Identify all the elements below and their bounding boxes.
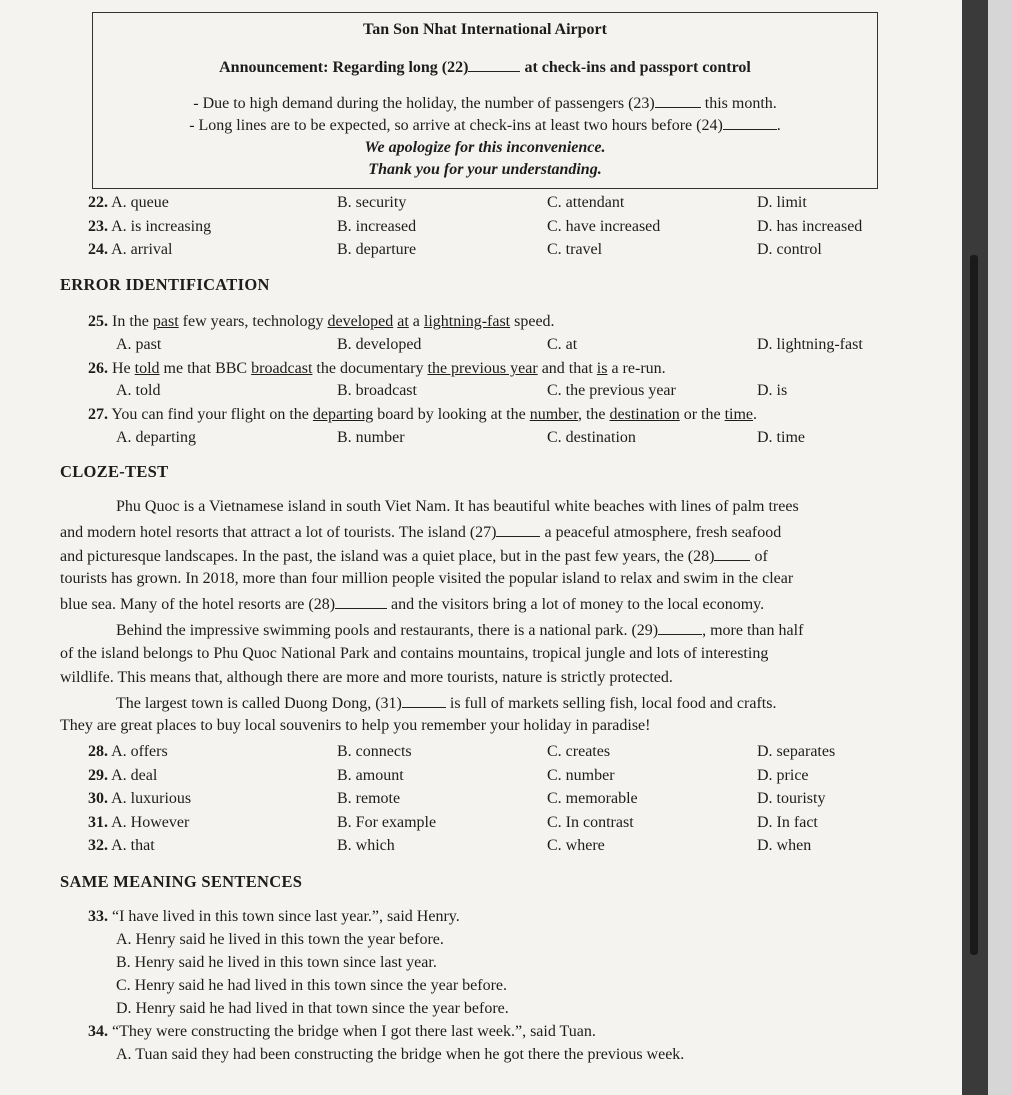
question-23: 23. A. is increasing <box>88 218 212 235</box>
announcement-apology: We apologize for this inconvenience. <box>364 139 606 156</box>
question-26: 26. He told me that BBC broadcast the documentary the previous year and that is a re-run. <box>88 360 666 377</box>
question-22: 22. A. queue <box>88 194 169 211</box>
option-32-b: B. which <box>337 837 395 854</box>
cloze-p3-line-1: The largest town is called Duong Dong, (31) is full of markets selling fish, local food and crafts. <box>116 695 777 712</box>
question-34: 34. “They were constructing the bridge when I got there last week.”, said Tuan. <box>88 1023 596 1040</box>
option-29-d: D. price <box>757 767 809 784</box>
question-31: 31. A. However <box>88 814 190 831</box>
blank-22 <box>468 57 520 72</box>
option-33-b: B. Henry said he lived in this town since last year. <box>116 954 437 971</box>
question-28: 28. A. offers <box>88 743 168 760</box>
blank-29 <box>658 620 702 635</box>
error-identification-heading: ERROR IDENTIFICATION <box>60 275 270 294</box>
option-28-c: C. creates <box>547 743 611 760</box>
option-29-b: B. amount <box>337 767 404 784</box>
blank-30 <box>335 594 387 609</box>
question-30: 30. A. luxurious <box>88 790 192 807</box>
option-25-c: C. at <box>547 336 578 353</box>
question-32: 32. A. that <box>88 837 155 854</box>
option-24-d: D. control <box>757 241 822 258</box>
option-25-b: B. developed <box>337 336 422 353</box>
cloze-p3-line-2: They are great places to buy local souvenirs to help you remember your holiday in paradise! <box>60 717 651 734</box>
cloze-p2-line-2: of the island belongs to Phu Quoc National Park and contains mountains, tropical jungle and lots of interesting <box>60 645 769 662</box>
option-33-a: A. Henry said he lived in this town the year before. <box>116 931 444 948</box>
cloze-p1-line-3: and picturesque landscapes. In the past, the island was a quiet place, but in the past few years, the (28) of <box>60 548 768 565</box>
option-26-a: A. told <box>116 382 161 399</box>
option-27-c: C. destination <box>547 429 636 446</box>
cloze-p2-line-1: Behind the impressive swimming pools and restaurants, there is a national park. (29) , more than half <box>116 622 804 639</box>
cloze-p1-line-1: Phu Quoc is a Vietnamese island in south Viet Nam. It has beautiful white beaches with lines of palm trees <box>116 498 799 515</box>
announcement-box <box>92 12 878 189</box>
same-meaning-heading: SAME MEANING SENTENCES <box>60 872 303 891</box>
option-23-d: D. has increased <box>757 218 863 235</box>
option-32-d: D. when <box>757 837 812 854</box>
option-24-b: B. departure <box>337 241 417 258</box>
option-30-b: B. remote <box>337 790 401 807</box>
option-26-b: B. broadcast <box>337 382 417 399</box>
option-28-b: B. connects <box>337 743 412 760</box>
cloze-heading: CLOZE-TEST <box>60 462 169 481</box>
option-29-c: C. number <box>547 767 615 784</box>
option-34-a: A. Tuan said they had been constructing the bridge when he got there the previous week. <box>116 1046 685 1063</box>
option-27-a: A. departing <box>116 429 196 446</box>
option-31-c: C. In contrast <box>547 814 634 831</box>
option-33-c: C. Henry said he had lived in this town since the year before. <box>116 977 507 994</box>
question-25: 25. In the past few years, technology developed at a lightning-fast speed. <box>88 313 555 330</box>
cloze-p2-line-3: wildlife. This means that, although there are more and more tourists, nature is strictly protected. <box>60 669 673 686</box>
blank-24 <box>723 115 777 130</box>
cloze-p1-line-5: blue sea. Many of the hotel resorts are (28) and the visitors bring a lot of money to the local economy. <box>60 596 765 613</box>
question-33: 33. “I have lived in this town since last year.”, said Henry. <box>88 908 460 925</box>
cloze-p1-line-4: tourists has grown. In 2018, more than four million people visited the popular island to relax and swim in the clear <box>60 570 794 587</box>
option-33-d: D. Henry said he had lived in that town since the year before. <box>116 1000 509 1017</box>
option-30-d: D. touristy <box>757 790 826 807</box>
announcement-heading: Announcement: Regarding long (22) at check-ins and passport control <box>219 59 751 76</box>
option-26-d: D. is <box>757 382 788 399</box>
announcement-thanks: Thank you for your understanding. <box>368 161 602 178</box>
option-31-b: B. For example <box>337 814 437 831</box>
option-31-d: D. In fact <box>757 814 818 831</box>
announcement-line-1: - Due to high demand during the holiday, the number of passengers (23) this month. <box>193 95 777 112</box>
option-25-d: D. lightning-fast <box>757 336 863 353</box>
blank-27 <box>496 522 540 537</box>
option-22-c: C. attendant <box>547 194 625 211</box>
option-24-c: C. travel <box>547 241 603 258</box>
option-27-d: D. time <box>757 429 805 446</box>
announcement-title: Tan Son Nhat International Airport <box>363 21 607 38</box>
blank-28 <box>714 546 750 561</box>
option-23-c: C. have increased <box>547 218 661 235</box>
question-24: 24. A. arrival <box>88 241 173 258</box>
question-27: 27. You can find your flight on the departing board by looking at the number, the destination or the time. <box>88 406 758 423</box>
cloze-p1-line-2: and modern hotel resorts that attract a lot of tourists. The island (27) a peaceful atmosphere, fresh seafood <box>60 524 782 541</box>
option-23-b: B. increased <box>337 218 417 235</box>
option-30-c: C. memorable <box>547 790 638 807</box>
option-32-c: C. where <box>547 837 605 854</box>
option-22-b: B. security <box>337 194 407 211</box>
option-22-d: D. limit <box>757 194 807 211</box>
viewer-scroll-thumb[interactable] <box>970 255 978 955</box>
question-29: 29. A. deal <box>88 767 158 784</box>
blank-31 <box>402 693 446 708</box>
viewer-side-panel <box>988 0 1012 1095</box>
announcement-line-2: - Long lines are to be expected, so arrive at check-ins at least two hours before (24) . <box>189 117 781 134</box>
option-28-d: D. separates <box>757 743 836 760</box>
option-25-a: A. past <box>116 336 162 353</box>
option-27-b: B. number <box>337 429 405 446</box>
blank-23 <box>655 93 701 108</box>
option-26-c: C. the previous year <box>547 382 676 399</box>
